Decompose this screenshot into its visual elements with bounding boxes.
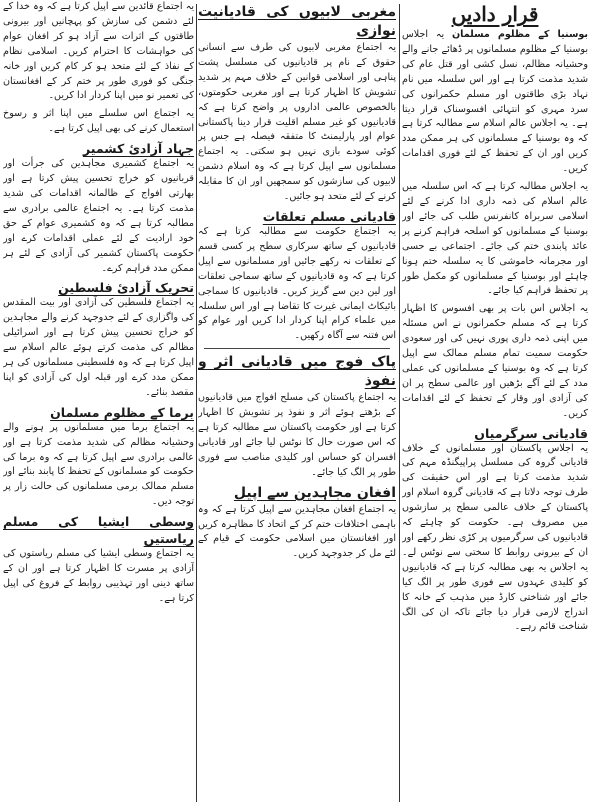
paragraph-bosnia [402,28,588,177]
paragraph-bosnia-2: یہ اجلاس مطالبہ کرتا ہے کہ اس سلسلہ میں عالم اسلام کی ذمہ داری ادا کرنے کے لئے اسلامی سربراہ کانفرنس طلب کی جائے اور بوسنیا کے مسلمانوں کو اسلحہ فراہم کرنے پر عائد پابندی ختم کی جائے۔ اجتماعی بے حسی اور مجرمانہ خاموشی کا یہ سلسلہ ختم ہونا چاہئے اور بوسنیا کے مسلمانوں کو مکمل طور پر تحفظ فراہم کیا جائے۔ [402,181,588,297]
heading-qadiani-muslim-relations: قادیانی مسلم تعلقات [262,208,396,224]
heading-western-lobbies: مغربی لابیوں کی قادیانیت نوازی [198,4,396,39]
bosnia-text: یہ اجلاس بوسنیا کے مظلوم مسلمانوں پر ڈھائے جانے والے وحشیانہ مظالم، نسل کشی اور قتل عام کی شدید مذمت کرتا ہے اور اس سلسلہ میں نام نہاد بڑی طاقتوں اور مسلم حکمرانوں کی سرد مہری کو انتہائی افسوسناک قرار دیتا ہے۔ یہ اجلاس عالم اسلام سے مطالبہ کرتا ہے کہ وہ بوسنیا کے مسلمانوں کی ہر ممکن مدد کریں اور ان کے تحفظ کے لئے فوری اقدامات کریں۔ [402,29,588,175]
section-divider [204,348,390,349]
paragraph-qadiani-muslim-relations: یہ اجتماع حکومت سے مطالبہ کرتا ہے کہ قادیانیوں کے ساتھ سرکاری سطح پر کسی قسم کے تعلقات نہ رکھے جائیں اور مسلمانوں سے اپیل کرتا ہے کہ وہ قادیانیوں کے ساتھ سماجی تعلقات اور لین دین سے گریز کریں۔ قادیانیوں کا سماجی بائیکاٹ ایمانی غیرت کا تقاضا ہے اور اس سلسلہ میں علماء کرام اپنا کردار ادا کریں اور عوام کو اس فتنہ سے آگاہ رکھیں۔ [198,225,396,342]
paragraph-army-influence: یہ اجتماع پاکستان کی مسلح افواج میں قادیانیوں کے بڑھتے ہوئے اثر و نفوذ پر تشویش کا اظہار کرتا ہے اور حکومت پاکستان سے مطالبہ کرتا ہے کہ اس صورت حال کا نوٹس لیا جائے اور قادیانی افسران کو حساس اور کلیدی مناصب سے فوری طور پر الگ کیا جائے۔ [198,392,396,478]
paragraph-central-asia: یہ اجتماع وسطی ایشیا کی مسلم ریاستوں کی آزادی پر مسرت کا اظہار کرتا ہے اور ان کے ساتھ دینی اور تہذیبی روابط کے فروغ کی اپیل کرتا ہے۔ [3,548,194,604]
column-middle [198,0,396,806]
paragraph-afghan-appeal: یہ اجتماع افغان مجاہدین سے اپیل کرتا ہے کہ وہ باہمی اختلافات ختم کر کے اتحاد کا مظاہرہ کریں اور افغانستان میں اسلامی حکومت کے قیام کے لئے مل کر جدوجہد کریں۔ [198,503,396,560]
paragraph-bosnia-3: یہ اجلاس اس بات پر بھی افسوس کا اظہار کرتا ہے کہ مسلم حکمرانوں نے اس مسئلہ میں اپنی ذمہ داری پوری نہیں کی اور سعودی حکومت سمیت تمام مسلم ممالک سے اپیل کرتا ہے کہ وہ بوسنیا کے مسلمانوں کی عملی مدد کے لئے آگے بڑھیں اور عالمی سطح پر ان کی آزادی اور وقار کے تحفظ کے لئے اقدامات کریں۔ [402,303,588,419]
paragraph-afghan-influence: یہ اجتماع اس سلسلے میں اپنا اثر و رسوخ استعمال کرنے کی بھی اپیل کرتا ہے۔ [3,108,194,135]
page-title: قرار دادیں [451,2,539,26]
column-divider [196,4,197,802]
heading-palestine: تحریک آزادیٔ فلسطین [58,280,194,296]
paragraph-burma: یہ اجتماع برما میں مسلمانوں پر ہونے والے وحشیانہ مظالم کی شدید مذمت کرتا ہے اور عالمی برادری سے اپیل کرتا ہے کہ وہ برما کی حکومت کو مسلمانوں کے تحفظ کا پابند بنائے اور مسلم ممالک برمی مسلمانوں کی حالت زار پر توجہ دیں۔ [3,421,194,508]
paragraph-palestine: یہ اجتماع فلسطین کی آزادی اور بیت المقدس کی واگزاری کے لئے جدوجہد کرنے والے مجاہدین کو خراج تحسین پیش کرتا ہے اور اسرائیلی مظالم کی مذمت کرتے ہوئے عالم اسلام سے اپیل کرتا ہے کہ وہ فلسطینی مسلمانوں کی ہر ممکن مدد کرے اور قبلہ اول کی آزادی کو اپنا مقصد بنائے۔ [3,297,194,398]
heading-afghan-appeal: افغان مجاہدین سے اپیل [233,484,396,501]
heading-army-influence: پاک فوج میں قادیانی اثر و نفوذ [198,354,396,390]
column-divider [399,4,400,802]
column-right [402,0,588,806]
column-left [3,0,194,806]
paragraph-kashmir: یہ اجتماع کشمیری مجاہدین کی جرأت اور قربانیوں کو خراج تحسین پیش کرتا ہے اور بھارتی افواج کے ظالمانہ اقدامات کی شدید مذمت کرتا ہے۔ یہ اجتماع عالمی برادری سے مطالبہ کرتا ہے کہ وہ کشمیری عوام کے حق خود ارادیت کے لئے عملی اقدامات کرے اور حکومت پاکستان کشمیر کی آزادی کے لئے ہر ممکن مدد فراہم کرے۔ [3,158,194,274]
paragraph-qadiani-activities: یہ اجلاس پاکستان اور مسلمانوں کے خلاف قادیانی گروہ کی مسلسل پراپیگنڈہ مہم کی شدید مذمت کرتا ہے اور اس حقیقت کی طرف توجہ دلاتا ہے کہ قادیانی گروہ اسلام اور پاکستان کے خلاف عالمی سطح پر سازشوں میں مصروف ہے۔ حکومت کو چاہئے کہ قادیانیوں کی سرگرمیوں پر کڑی نظر رکھے اور ان کے بیرونی روابط کا سختی سے نوٹس لے۔ یہ اجلاس یہ بھی مطالبہ کرتا ہے کہ قادیانیوں کو کلیدی عہدوں سے فوری طور پر الگ کیا جائے اور شناختی کارڈ میں مذہب کے خانہ کا اندراج لازمی قرار دیا جائے تاکہ ان کی الگ شناخت قائم رہے۔ [402,442,588,633]
heading-central-asia: وسطی ایشیا کی مسلم ریاستیں [3,514,194,547]
heading-qadiani-activities: قادیانی سرگرمیاں [474,425,588,441]
bosnia-heading: بوسنیا کے مظلوم مسلمان [451,29,588,40]
paragraph-afghan-continued: یہ اجتماع قائدین سے اپیل کرتا ہے کہ وہ خدا کے لئے دشمن کی سازش کو پہچانیں اور بیرونی طاقتوں کے اثرات سے آزاد ہو کر افغان عوام کی خواہشات کا احترام کریں۔ اسلامی نظام کے نفاذ کے لئے متحد ہو کر کام کریں اور خانہ جنگی کو فوری طور پر ختم کر کے افغانستان کی تعمیر نو میں اپنا کردار ادا کریں۔ [3,1,194,102]
paragraph-western-lobbies: یہ اجتماع مغربی لابیوں کی طرف سے انسانی حقوق کے نام پر قادیانیوں کی مسلسل پشت پناہی اور اسلامی قوانین کے خلاف مہم پر شدید تشویش کا اظہار کرتا ہے اور مغربی حکومتوں، بالخصوص عالمی اداروں پر واضح کرتا ہے کہ قادیانیوں کو غیر مسلم اقلیت قرار دینا پاکستانی عوام اور پارلیمنٹ کا متفقہ فیصلہ ہے جس پر کوئی سودے بازی نہیں ہو سکتی۔ یہ اجتماع مسلمانوں سے اپیل کرتا ہے کہ وہ اسلام دشمن لابیوں کی سازشوں کو سمجھیں اور ان کا مقابلہ کرنے کے لئے متحد ہو جائیں۔ [198,42,396,203]
heading-burma: برما کے مظلوم مسلمان [50,404,194,420]
heading-kashmir: جہاد آزادیٔ کشمیر [82,141,194,157]
